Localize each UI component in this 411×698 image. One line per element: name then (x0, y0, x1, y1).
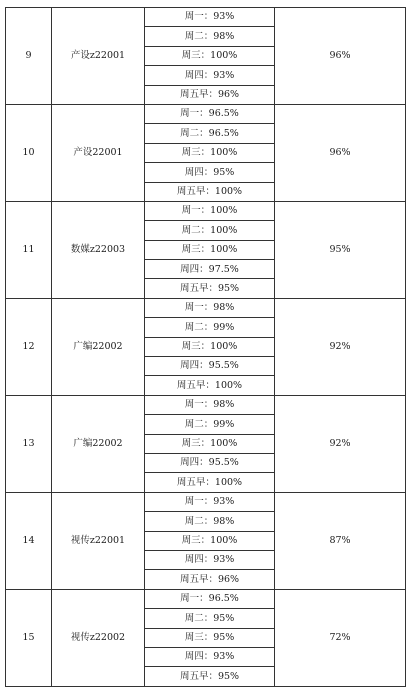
row-number-cell: 13 (6, 395, 52, 492)
daily-rate-cell: 周一：96.5% (145, 589, 275, 608)
table-row (6, 395, 406, 414)
daily-rate-cell: 周二：99% (145, 415, 275, 434)
class-name-cell: 视传z22002 (52, 589, 145, 686)
daily-rate-cell: 周五早：100% (145, 182, 275, 201)
daily-rate-cell: 周五早：95% (145, 667, 275, 686)
average-rate-cell: 96% (275, 8, 406, 105)
average-rate-cell: 96% (275, 104, 406, 201)
daily-rate-cell: 周一：93% (145, 8, 275, 27)
attendance-table-body (6, 8, 406, 687)
average-rate-cell: 87% (275, 492, 406, 589)
class-name-cell: 数媒z22003 (52, 201, 145, 298)
average-rate-cell: 72% (275, 589, 406, 686)
daily-rate-cell: 周二：100% (145, 221, 275, 240)
row-number-cell: 10 (6, 104, 52, 201)
table-row (6, 104, 406, 123)
daily-rate-cell: 周五早：96% (145, 570, 275, 589)
daily-rate-cell: 周一：100% (145, 201, 275, 220)
daily-rate-cell: 周一：96.5% (145, 104, 275, 123)
average-rate-cell: 92% (275, 395, 406, 492)
daily-rate-cell: 周二：98% (145, 27, 275, 46)
class-name-cell: 产设22001 (52, 104, 145, 201)
daily-rate-cell: 周三：100% (145, 531, 275, 550)
daily-rate-cell: 周四：95% (145, 163, 275, 182)
average-rate-cell: 95% (275, 201, 406, 298)
daily-rate-cell: 周三：100% (145, 434, 275, 453)
daily-rate-cell: 周三：100% (145, 143, 275, 162)
daily-rate-cell: 周二：98% (145, 512, 275, 531)
daily-rate-cell: 周三：100% (145, 240, 275, 259)
daily-rate-cell: 周五早：100% (145, 376, 275, 395)
row-number-cell: 11 (6, 201, 52, 298)
daily-rate-cell: 周二：96.5% (145, 124, 275, 143)
table-row (6, 201, 406, 220)
daily-rate-cell: 周一：98% (145, 395, 275, 414)
table-row (6, 298, 406, 317)
row-number-cell: 14 (6, 492, 52, 589)
daily-rate-cell: 周三：100% (145, 46, 275, 65)
daily-rate-cell: 周四：97.5% (145, 260, 275, 279)
daily-rate-cell: 周一：93% (145, 492, 275, 511)
class-name-cell: 广编22002 (52, 395, 145, 492)
daily-rate-cell: 周四：93% (145, 66, 275, 85)
class-name-cell: 产设z22001 (52, 8, 145, 105)
daily-rate-cell: 周二：95% (145, 609, 275, 628)
daily-rate-cell: 周三：100% (145, 337, 275, 356)
row-number-cell: 15 (6, 589, 52, 686)
daily-rate-cell: 周四：93% (145, 647, 275, 666)
row-number-cell: 12 (6, 298, 52, 395)
class-name-cell: 视传z22001 (52, 492, 145, 589)
class-name-cell: 广编22002 (52, 298, 145, 395)
attendance-table (5, 7, 406, 687)
table-row (6, 589, 406, 608)
daily-rate-cell: 周二：99% (145, 318, 275, 337)
table-row (6, 492, 406, 511)
daily-rate-cell: 周一：98% (145, 298, 275, 317)
daily-rate-cell: 周四：93% (145, 550, 275, 569)
table-row (6, 8, 406, 27)
daily-rate-cell: 周五早：100% (145, 473, 275, 492)
row-number-cell: 9 (6, 8, 52, 105)
daily-rate-cell: 周四：95.5% (145, 453, 275, 472)
daily-rate-cell: 周五早：95% (145, 279, 275, 298)
average-rate-cell: 92% (275, 298, 406, 395)
daily-rate-cell: 周四：95.5% (145, 357, 275, 376)
daily-rate-cell: 周五早：96% (145, 85, 275, 104)
daily-rate-cell: 周三：95% (145, 628, 275, 647)
